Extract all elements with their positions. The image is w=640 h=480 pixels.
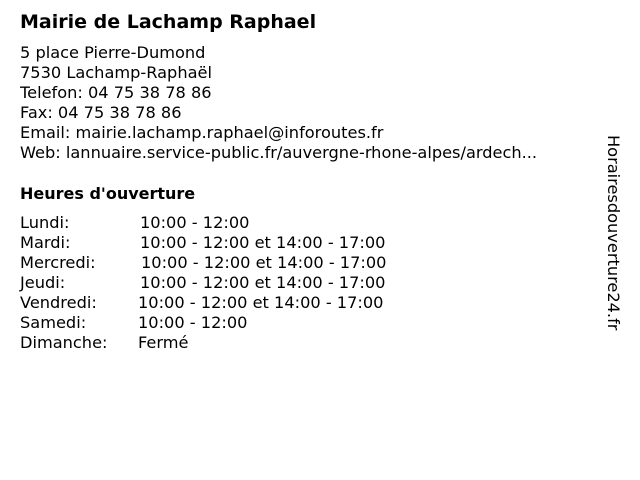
address-street: 5 place Pierre-Dumond [20, 43, 206, 62]
hours-row-friday [20, 293, 580, 313]
day-label: Jeudi: [20, 273, 66, 292]
day-label: Mercredi: [20, 253, 96, 272]
opening-hours-heading: Heures d'ouverture [20, 184, 196, 203]
fax-number: Fax: 04 75 38 78 86 [20, 103, 182, 122]
day-label: Vendredi: [20, 293, 97, 312]
opening-hours-table [20, 213, 580, 353]
phone-number: Telefon: 04 75 38 78 86 [20, 83, 212, 102]
email-address: Email: mairie.lachamp.raphael@inforoutes.fr [20, 123, 384, 142]
day-label: Samedi: [20, 313, 87, 332]
hours-row-wednesday [20, 253, 580, 273]
day-label: Lundi: [20, 213, 70, 232]
website-link: Web: lannuaire.service-public.fr/auvergne-rhone-alpes/ardech... [20, 143, 538, 162]
time-value: 10:00 - 12:00 [138, 313, 248, 332]
address-city: 7530 Lachamp-Raphaël [20, 63, 212, 82]
hours-row-monday [20, 213, 580, 233]
hours-row-sunday [20, 333, 580, 353]
time-value: Fermé [138, 333, 189, 352]
contact-block [20, 43, 610, 163]
hours-row-thursday [20, 273, 580, 293]
page-title: Mairie de Lachamp Raphael [20, 11, 317, 33]
time-value: 10:00 - 12:00 et 14:00 - 17:00 [140, 273, 386, 292]
time-value: 10:00 - 12:00 [140, 213, 250, 232]
time-value: 10:00 - 12:00 et 14:00 - 17:00 [141, 253, 387, 272]
site-watermark: Horairesdouverture24.fr [604, 135, 623, 331]
day-label: Dimanche: [20, 333, 108, 352]
time-value: 10:00 - 12:00 et 14:00 - 17:00 [140, 233, 386, 252]
hours-row-saturday [20, 313, 580, 333]
day-label: Mardi: [20, 233, 71, 252]
time-value: 10:00 - 12:00 et 14:00 - 17:00 [138, 293, 384, 312]
hours-row-tuesday [20, 233, 580, 253]
